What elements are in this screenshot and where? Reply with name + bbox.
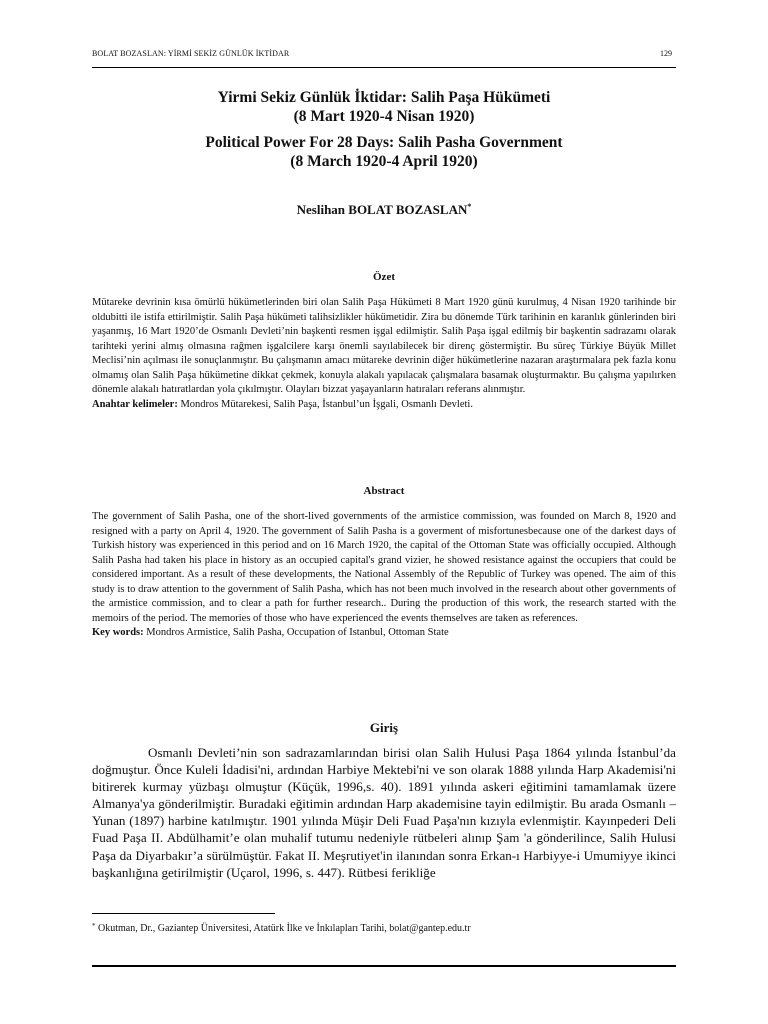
footnote (92, 922, 471, 934)
author-line (92, 202, 676, 218)
giris-paragraph: Osmanlı Devleti’nin son sadrazamlarından birisi olan Salih Hulusi Paşa 1864 yılında İstanbul’da doğmuştur. Önce Kuleli İdadisi'ni, ardından Harbiye Mektebi'ni ve son olarak 1888 yılında Harp Akademisi'ni bitirerek kurmay yüzbaşı olmuştur (Küçük, 1996,s. 40). 1891 yılında askeri eğitimini tamamlamak üzere Almanya'ya gönderilmiştir. Buradaki eğitimin ardından Harp akademisine tayin edilmiştir. Bu arada Osmanlı –Yunan (1897) harbine katılmıştır. 1901 yılında Müşir Deli Fuad Paşa'nın kızıyla evlenmiştir. Kayınpederi Deli Fuad Paşa II. Abdülhamit’e olan muhalif tutumu nedeniyle rütbeleri alınıp Şam 'a gönderilince, Salih Hulusi Paşa da Diyarbakır’a sürülmüştür. Fakat II. Meşrutiyet'in ilanından sonra Erkan-ı Harbiyye-i Umumiyye ikinci başkanlığına getirilmiştir (Uçarol, 1996, s. 447). Rütbesi ferikliğe (92, 745, 676, 880)
title-tr-line1: Yirmi Sekiz Günlük İktidar: Salih Paşa Hükümeti (217, 89, 551, 106)
bottom-rule (92, 965, 676, 967)
abstract-section (92, 510, 676, 641)
abstract-keywords-label: Key words: (92, 627, 144, 638)
abstract-text: The government of Salih Pasha, one of the short-lived governments of the armistice commission, was founded on March 8, 1920 and resigned with a party on April 4, 1920. The government of Salih Pasha is a goverment of misfortunesbecause one of the darkest days of Turkish history was experienced in this period and on 16 March 1920, the capital of the Ottoman State was officially occupied. Although Salih Pasha had taken his place in history as an occupied capital's grand vizier, he showed resistance against the occupiers that could be considered important. As a result of these developments, the National Assembly of the Republic of Turkey was opened. The aim of this study is to draw attention to the government of Salih Pasha, which has not been much involved in the research about other governments of the armistice commission, and to clear a path for further research.. During the production of this work, the research started with the memoirs of the period. The memories of those who have experienced the events themselves are taken as references. (92, 511, 676, 624)
paper-page (92, 0, 676, 1024)
footnote-mark: * (92, 922, 96, 930)
ozet-section (92, 296, 676, 412)
title-en-line2: (8 March 1920-4 April 1920) (290, 153, 478, 170)
running-header (92, 49, 676, 68)
footnote-text: Okutman, Dr., Gaziantep Üniversitesi, Atatürk İlke ve İnkılapları Tarihi, bolat@gantep.edu.tr (95, 923, 471, 934)
abstract-keywords-list: Mondros Armistice, Salih Pasha, Occupation of Istanbul, Ottoman State (143, 627, 449, 638)
ozet-keywords (92, 398, 676, 413)
author-footnote-mark: * (467, 202, 472, 211)
title-tr-line2: (8 Mart 1920-4 Nisan 1920) (293, 108, 475, 125)
ozet-heading: Özet (373, 271, 395, 283)
running-header-title: BOLAT BOZASLAN: YİRMİ SEKİZ GÜNLÜK İKTİDAR (92, 49, 290, 58)
footnote-rule (92, 913, 275, 914)
page-number: 129 (660, 49, 672, 58)
title-block (92, 88, 676, 171)
ozet-keywords-label: Anahtar kelimeler: (92, 398, 178, 410)
abstract-heading: Abstract (363, 485, 405, 497)
giris-section (92, 744, 676, 881)
giris-heading: Giriş (369, 720, 399, 735)
ozet-text: Mütareke devrinin kısa ömürlü hükümetlerinden biri olan Salih Paşa Hükümeti 8 Mart 1920 günü kurulmuş, 4 Nisan 1920 tarihinde bir oldubitti ile istifa ettirilmiştir. Salih Paşa hükümeti talihsizlikler hükümetidir. Zira bu dönemde Türk tarihinin en karanlık günlerinden biri yaşanmış, 16 Mart 1920’de Osmanlı Devleti’nin başkenti resmen işgal edilmiştir. Salih Paşa işgal edilmiş bir başkentin sadrazamı olarak tarihteki yerini almış olmasına rağmen işgalcilere karşı önemli sayılabilecek bir direnç göstermiştir. Bu süreç Türkiye Büyük Millet Meclisi’nin açılması ile sonuçlanmıştır. Bu çalışmanın amacı mütareke devrinin diğer hükümetlerine nazaran araştırmalara pek fazla konu olmamış olan Salih Paşa hükümetine dikkat çekmek, konuyla alakalı yapılacak çalışmalara basamak oluşturmaktır. Bu çalışma yapılırken dönemle alakalı hatıratlardan yola çıkılmıştır. Olayları bizzat yaşayanların hatıraları referans alınmıştır. (92, 297, 676, 395)
author-name: Neslihan BOLAT BOZASLAN (296, 202, 468, 217)
abstract-keywords (92, 626, 676, 641)
title-en-line1: Political Power For 28 Days: Salih Pasha Government (205, 134, 563, 151)
ozet-keywords-list: Mondros Mütarekesi, Salih Paşa, İstanbul’un İşgali, Osmanlı Devleti. (177, 398, 473, 410)
